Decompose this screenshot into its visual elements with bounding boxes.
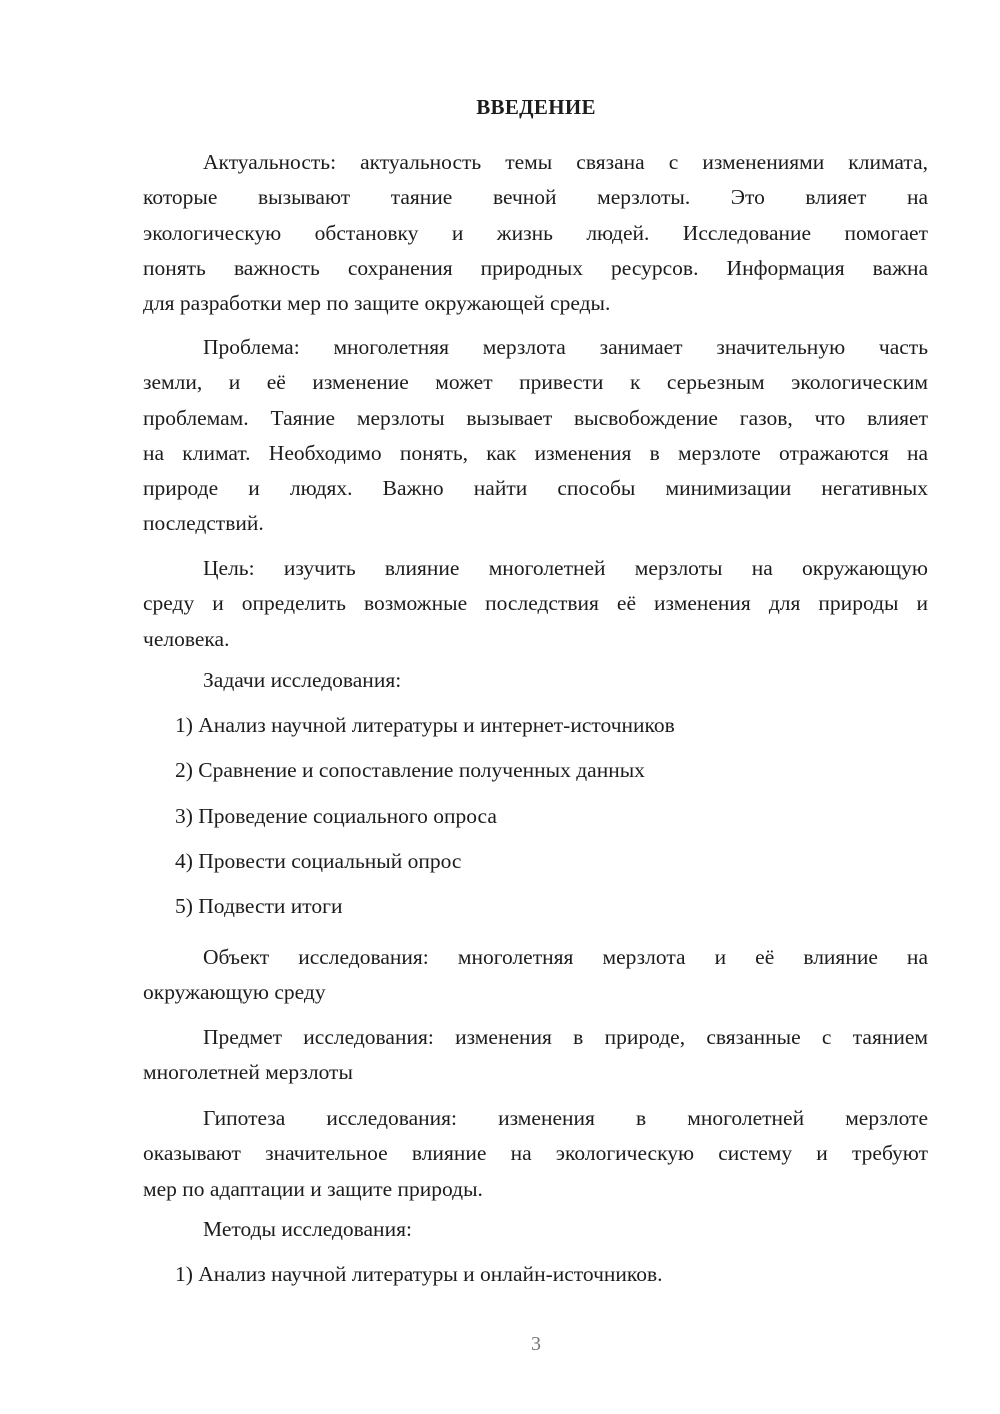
- paragraph-line: оказывают значительное влияние на экологическую систему и требуют: [143, 1141, 928, 1166]
- paragraph-line: окружающую среду: [143, 980, 326, 1005]
- paragraph-line: Объект исследования: многолетняя мерзлота и её влияние на: [203, 945, 928, 969]
- paragraph-line: среду и определить возможные последствия её изменения для природы и: [143, 591, 928, 616]
- tasks-heading: Задачи исследования:: [203, 668, 402, 692]
- paragraph-line: которые вызывают таяние вечной мерзлоты. Это влияет на: [143, 185, 928, 210]
- paragraph-line: экологическую обстановку и жизнь людей. Исследование помогает: [143, 220, 928, 245]
- page-title: ВВЕДЕНИЕ: [476, 95, 596, 119]
- task-item: 4) Провести социальный опрос: [175, 849, 462, 873]
- methods-heading: Методы исследования:: [203, 1217, 412, 1241]
- paragraph-line: для разработки мер по защите окружающей среды.: [143, 291, 611, 316]
- object-paragraph: [143, 940, 928, 1011]
- paragraph-line: Проблема: многолетняя мерзлота занимает значительную часть: [203, 335, 928, 359]
- paragraph-line: понять важность сохранения природных ресурсов. Информация важна: [143, 255, 928, 280]
- hypothesis-paragraph: [143, 1101, 928, 1207]
- task-item: 2) Сравнение и сопоставление полученных данных: [175, 758, 645, 782]
- paragraph-line: природе и людях. Важно найти способы минимизации негативных: [143, 476, 928, 501]
- page-number: 3: [531, 1333, 541, 1355]
- task-item: 5) Подвести итоги: [175, 894, 343, 918]
- paragraph-line: многолетней мерзлоты: [143, 1060, 353, 1085]
- paragraph-line: Актуальность: актуальность темы связана с изменениями климата,: [203, 150, 928, 174]
- paragraph-line: земли, и её изменение может привести к серьезным экологическим: [143, 370, 928, 395]
- task-item: 3) Проведение социального опроса: [175, 804, 497, 828]
- relevance-paragraph: [143, 145, 928, 321]
- paragraph-line: мер по адаптации и защите природы.: [143, 1176, 483, 1201]
- paragraph-line: Предмет исследования: изменения в природе, связанные с таянием: [203, 1025, 928, 1049]
- subject-paragraph: [143, 1020, 928, 1091]
- method-item: 1) Анализ научной литературы и онлайн-источников.: [175, 1262, 663, 1286]
- paragraph-line: проблемам. Таяние мерзлоты вызывает высвобождение газов, что влияет: [143, 405, 928, 430]
- paragraph-line: на климат. Необходимо понять, как изменения в мерзлоте отражаются на: [143, 440, 928, 465]
- paragraph-line: человека.: [143, 626, 230, 651]
- paragraph-line: Гипотеза исследования: изменения в многолетней мерзлоте: [203, 1106, 928, 1130]
- problem-paragraph: [143, 330, 928, 542]
- task-item: 1) Анализ научной литературы и интернет-источников: [175, 713, 675, 737]
- paragraph-line: последствий.: [143, 511, 264, 536]
- goal-paragraph: [143, 551, 928, 657]
- paragraph-line: Цель: изучить влияние многолетней мерзлоты на окружающую: [203, 556, 928, 580]
